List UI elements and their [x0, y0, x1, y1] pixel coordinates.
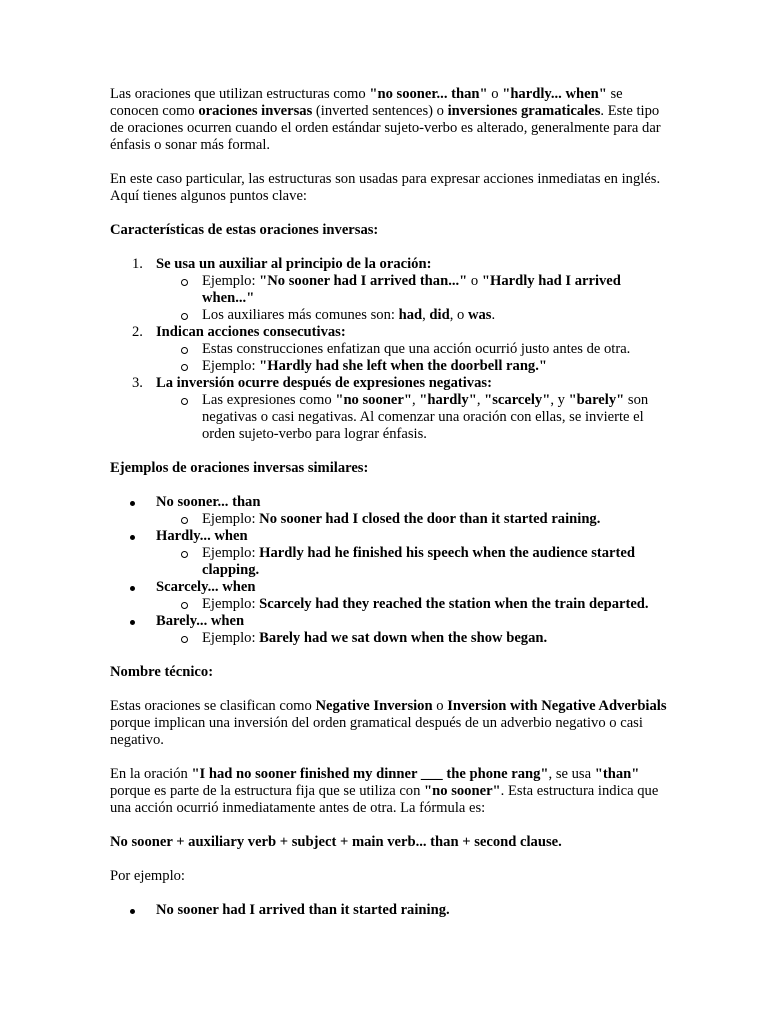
text-run: Estas oraciones se clasifican como [110, 698, 316, 714]
bold-run: Hardly had he finished his speech when the audience started clapping. [202, 545, 635, 578]
sub-list [156, 545, 670, 579]
sub-list [156, 341, 670, 375]
bold-run: "no sooner... than" [369, 86, 488, 102]
text-run: , [422, 307, 430, 323]
text-run: Ejemplo: [202, 545, 260, 561]
sub-list [156, 273, 670, 324]
intro-paragraph-1 [110, 86, 670, 154]
text-run: , [411, 392, 420, 408]
text-run: o [467, 273, 482, 289]
document-body [110, 86, 670, 936]
disc-bullet-icon [130, 501, 135, 506]
circle-bullet-icon [181, 313, 188, 320]
bold-run: Negative Inversion [315, 698, 433, 714]
sub-item [156, 630, 670, 647]
circle-bullet-icon [181, 517, 188, 524]
text-run: Ejemplo: [202, 596, 260, 612]
text-run: , se usa [548, 766, 595, 782]
example-item [110, 613, 670, 647]
sub-item [156, 341, 670, 358]
example-item [110, 579, 670, 613]
disc-bullet-icon [130, 909, 135, 914]
formula [110, 834, 670, 851]
text-run: Ejemplo: [202, 630, 260, 646]
examples-list [110, 494, 670, 647]
example-item [110, 494, 670, 528]
text-run: Las oraciones que utilizan estructuras como [110, 86, 370, 102]
sub-list [156, 596, 670, 613]
bold-run: Barely had we sat down when the show began. [259, 630, 548, 646]
heading-text: Ejemplos de oraciones inversas similares: [110, 460, 369, 476]
list-number: 1. [132, 256, 143, 272]
characteristics-list [110, 256, 670, 443]
final-example-text: No sooner had I arrived than it started raining. [156, 902, 450, 918]
technical-heading [110, 664, 670, 681]
bold-run: "no sooner" [335, 392, 412, 408]
example-item [110, 528, 670, 579]
text-run: Ejemplo: [202, 273, 260, 289]
item-title: Scarcely... when [156, 579, 256, 595]
bold-run: "hardly" [419, 392, 477, 408]
item-title: Se usa un auxiliar al principio de la oración: [156, 256, 432, 272]
text-run: Ejemplo: [202, 358, 260, 374]
bold-run: "I had no sooner finished my dinner ___ the phone rang" [191, 766, 549, 782]
sub-list [156, 511, 670, 528]
text-run: o [432, 698, 448, 714]
list-number: 2. [132, 324, 143, 340]
technical-paragraph-1 [110, 698, 670, 749]
bold-run: Inversion with Negative Adverbials [447, 698, 667, 714]
bold-run: Scarcely had they reached the station when the train departed. [259, 596, 649, 612]
sub-item [156, 511, 670, 528]
bold-run: oraciones inversas [198, 103, 313, 119]
bold-run: "Hardly had I arrived when..." [202, 273, 621, 306]
sub-list [156, 392, 670, 443]
heading-text: Características de estas oraciones inversas: [110, 222, 379, 238]
bold-run: "scarcely" [484, 392, 551, 408]
item-title: Barely... when [156, 613, 245, 629]
text-run: porque es parte de la estructura fija que se utiliza con [110, 783, 425, 799]
circle-bullet-icon [181, 551, 188, 558]
examples-heading [110, 460, 670, 477]
text-run: Las expresiones como [202, 392, 336, 408]
disc-bullet-icon [130, 620, 135, 625]
bold-run: did [429, 307, 450, 323]
text-run: Estas construcciones enfatizan que una acción ocurrió justo antes de otra. [202, 341, 631, 357]
text-run: Los auxiliares más comunes son: [202, 307, 399, 323]
bold-run: had [398, 307, 423, 323]
text-run: son negativas o casi negativas. Al comenzar una oración con ellas, se invierte el orden sujeto-verbo para lograr énfasis. [202, 392, 649, 442]
bold-run: "Hardly had she left when the doorbell rang." [259, 358, 547, 374]
bold-run: inversiones gramaticales [447, 103, 601, 119]
text-run: , o [449, 307, 468, 323]
sub-item [156, 392, 670, 443]
bold-run: "barely" [568, 392, 625, 408]
item-title: No sooner... than [156, 494, 261, 510]
bold-run: No sooner had I closed the door than it started raining. [259, 511, 601, 527]
text-run: . Este tipo de oraciones ocurren cuando el orden estándar sujeto-verbo es alterado, generalmente para dar énfasis o sonar más formal. [110, 103, 661, 153]
disc-bullet-icon [130, 586, 135, 591]
heading-text: Nombre técnico: [110, 664, 214, 680]
item-title: Hardly... when [156, 528, 248, 544]
text-run: En la oración [110, 766, 192, 782]
item-title: La inversión ocurre después de expresiones negativas: [156, 375, 492, 391]
circle-bullet-icon [181, 279, 188, 286]
disc-bullet-icon [130, 535, 135, 540]
bold-run: "than" [594, 766, 640, 782]
bold-run: was [467, 307, 492, 323]
final-example-list [110, 902, 670, 919]
bold-run: "hardly... when" [502, 86, 607, 102]
sub-item [156, 273, 670, 307]
circle-bullet-icon [181, 347, 188, 354]
formula-text: No sooner + auxiliary verb + subject + main verb... than + second clause. [110, 834, 562, 850]
text-run: , y [550, 392, 569, 408]
characteristic-item [110, 324, 670, 375]
technical-paragraph-2 [110, 766, 670, 817]
sub-item [156, 307, 670, 324]
intro-paragraph-2: En este caso particular, las estructuras son usadas para expresar acciones inmediatas en inglés. Aquí tienes algunos puntos clave: [110, 171, 661, 204]
characteristics-heading [110, 222, 670, 239]
item-title: Indican acciones consecutivas: [156, 324, 346, 340]
por-ejemplo-label: Por ejemplo: [110, 868, 185, 884]
text-run: Ejemplo: [202, 511, 260, 527]
bold-run: "no sooner" [424, 783, 501, 799]
text-run: se conocen como [110, 86, 623, 119]
text-run: . [491, 307, 496, 323]
sub-item [156, 545, 670, 579]
text-run: . Esta estructura indica que una acción ocurrió inmediatamente antes de otra. La fórmula es: [110, 783, 659, 816]
characteristic-item [110, 256, 670, 324]
sub-item [156, 596, 670, 613]
text-run: o [487, 86, 503, 102]
circle-bullet-icon [181, 636, 188, 643]
final-example-item [110, 902, 670, 919]
sub-list [156, 630, 670, 647]
list-number: 3. [132, 375, 143, 391]
text-run: , [476, 392, 485, 408]
circle-bullet-icon [181, 398, 188, 405]
bold-run: "No sooner had I arrived than..." [259, 273, 468, 289]
text-run: porque implican una inversión del orden gramatical después de un adverbio negativo o casi negativo. [110, 715, 643, 748]
text-run: (inverted sentences) o [312, 103, 448, 119]
characteristic-item [110, 375, 670, 443]
sub-item [156, 358, 670, 375]
circle-bullet-icon [181, 602, 188, 609]
circle-bullet-icon [181, 364, 188, 371]
